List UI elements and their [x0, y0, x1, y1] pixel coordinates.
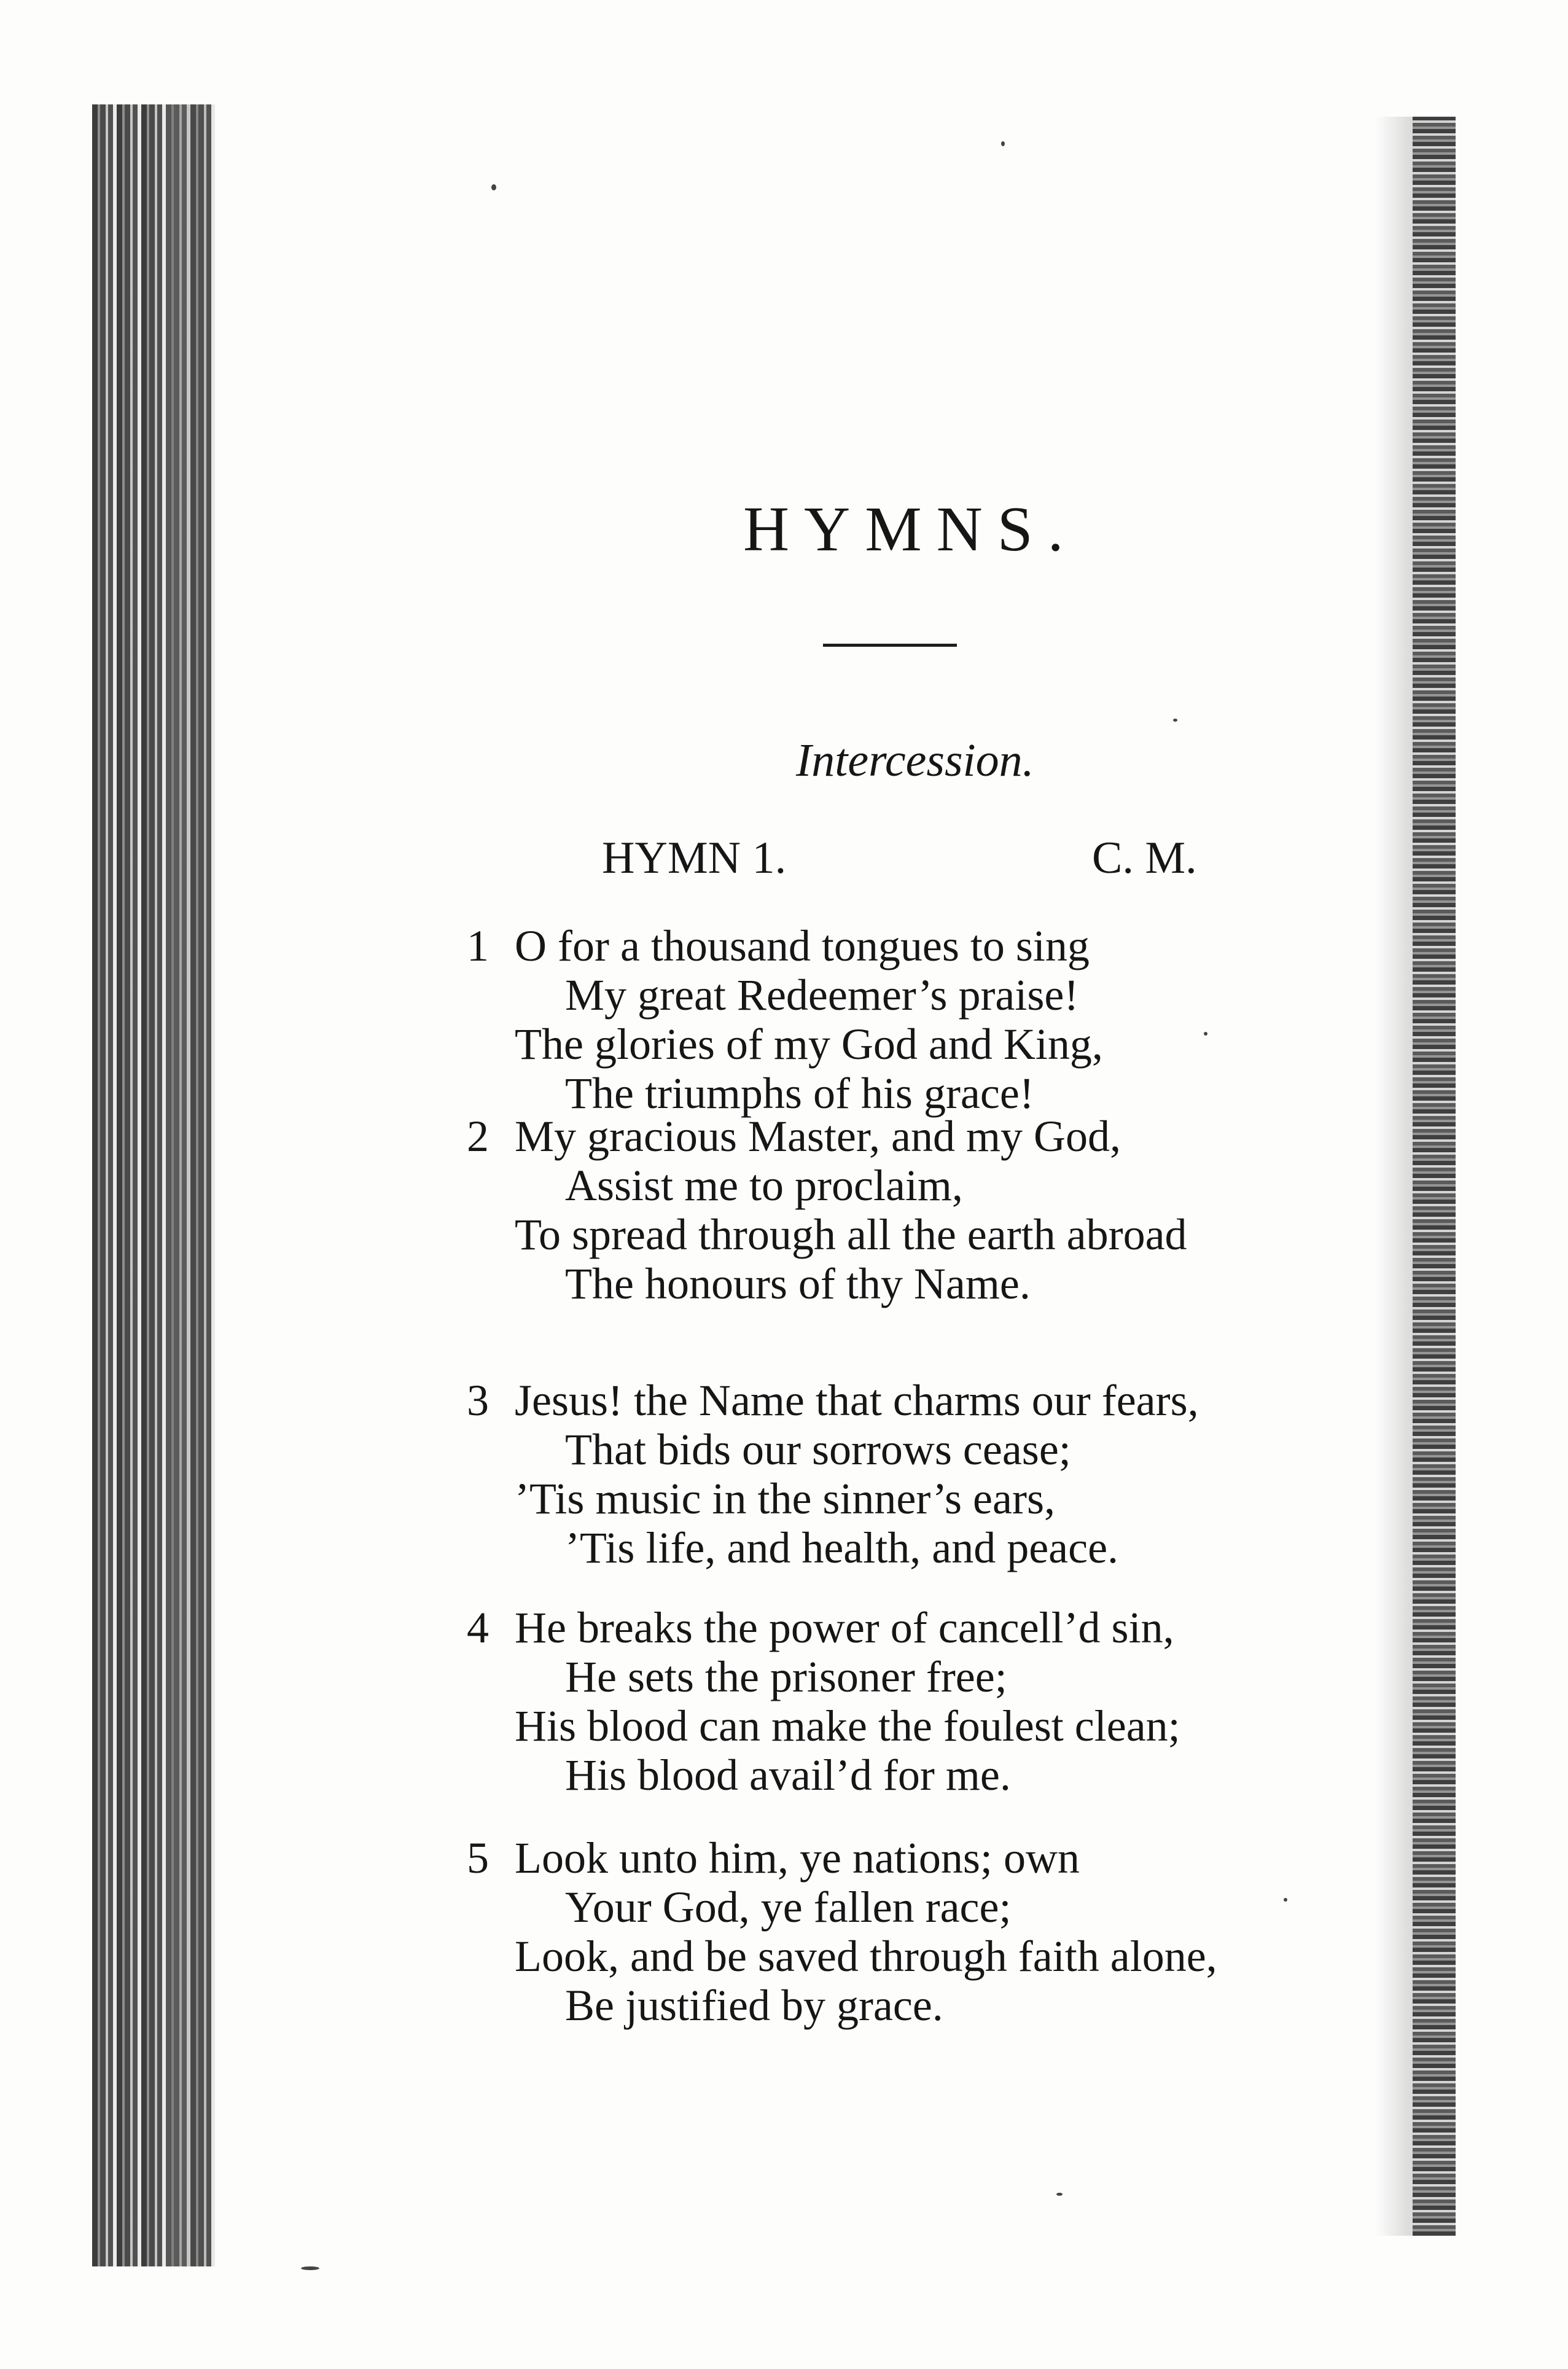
verse-number: 4: [467, 1603, 489, 1652]
verse-4: [467, 1603, 1327, 1800]
scan-speck: [1173, 719, 1177, 722]
scan-speck: [1204, 1032, 1207, 1036]
verse-number: 2: [467, 1112, 489, 1161]
verse-line-text: The glories of my God and King,: [515, 1020, 1103, 1069]
verse-line: [467, 1210, 1327, 1259]
verse-line-text: My gracious Master, and my God,: [515, 1112, 1121, 1161]
verse-line: [467, 1020, 1327, 1069]
verse-line: [467, 1932, 1327, 1981]
verse-line: [467, 1425, 1327, 1474]
verse-line: [467, 1474, 1327, 1523]
verse-line-text: He sets the prisoner free;: [565, 1652, 1007, 1701]
verse-line-text: Be justified by grace.: [565, 1981, 943, 2030]
right-page-edge: [1413, 117, 1456, 2236]
verse-line: [467, 1376, 1327, 1425]
verse-line-text: Assist me to proclaim,: [565, 1161, 963, 1210]
verse-number: 5: [467, 1833, 489, 1883]
verse-line: [467, 1069, 1327, 1118]
verse-line: [467, 1112, 1327, 1161]
verse-line-text: To spread through all the earth abroad: [515, 1210, 1187, 1259]
verse-line: [467, 1883, 1327, 1932]
scan-speck: [1001, 141, 1005, 146]
verse-line-text: My great Redeemer’s praise!: [565, 970, 1079, 1020]
verse-2: [467, 1112, 1327, 1308]
verse-line-text: He breaks the power of cancell’d sin,: [515, 1603, 1174, 1652]
verse-line: [467, 1981, 1327, 2030]
verse-line-text: The triumphs of his grace!: [565, 1069, 1034, 1118]
scan-speck: [1284, 1898, 1287, 1902]
verse-line: [467, 1750, 1327, 1800]
verse-5: [467, 1833, 1327, 2030]
hymn-number: HYMN 1.: [602, 833, 787, 883]
verse-line: [467, 1701, 1327, 1750]
verse-line-text: Look unto him, ye nations; own: [515, 1833, 1080, 1883]
verse-line-text: Look, and be saved through faith alone,: [515, 1932, 1217, 1981]
scan-speck: [301, 2266, 319, 2270]
verse-line: [467, 1603, 1327, 1652]
heading-rule: [823, 644, 957, 647]
verse-number: 3: [467, 1376, 489, 1425]
verse-line-text: Your God, ye fallen race;: [565, 1883, 1012, 1932]
verse-line-text: That bids our sorrows cease;: [565, 1425, 1071, 1474]
left-binding-edge: [92, 104, 215, 2266]
verse-1: [467, 921, 1327, 1118]
scan-speck: [491, 184, 496, 190]
verse-line-text: O for a thousand tongues to sing: [515, 921, 1090, 970]
page-heading: HYMNS.: [743, 494, 1078, 564]
verse-line-text: The honours of thy Name.: [565, 1259, 1031, 1308]
verse-line: [467, 1652, 1327, 1701]
verse-line: [467, 1259, 1327, 1308]
verse-number: 1: [467, 921, 489, 970]
verse-line: [467, 970, 1327, 1020]
verse-line-text: His blood avail’d for me.: [565, 1750, 1011, 1800]
verse-line-text: ’Tis life, and health, and peace.: [565, 1523, 1119, 1572]
verse-line-text: ’Tis music in the sinner’s ears,: [515, 1474, 1055, 1523]
verse-line: [467, 1161, 1327, 1210]
hymn-meter: C. M.: [1092, 833, 1197, 883]
verse-line: [467, 921, 1327, 970]
verse-3: [467, 1376, 1327, 1572]
verse-line-text: His blood can make the foulest clean;: [515, 1701, 1180, 1750]
scan-speck: [1056, 2193, 1063, 2196]
hymn-subject: Intercession.: [796, 735, 1034, 786]
verse-line-text: Jesus! the Name that charms our fears,: [515, 1376, 1199, 1425]
verse-line: [467, 1523, 1327, 1572]
verse-line: [467, 1833, 1327, 1883]
